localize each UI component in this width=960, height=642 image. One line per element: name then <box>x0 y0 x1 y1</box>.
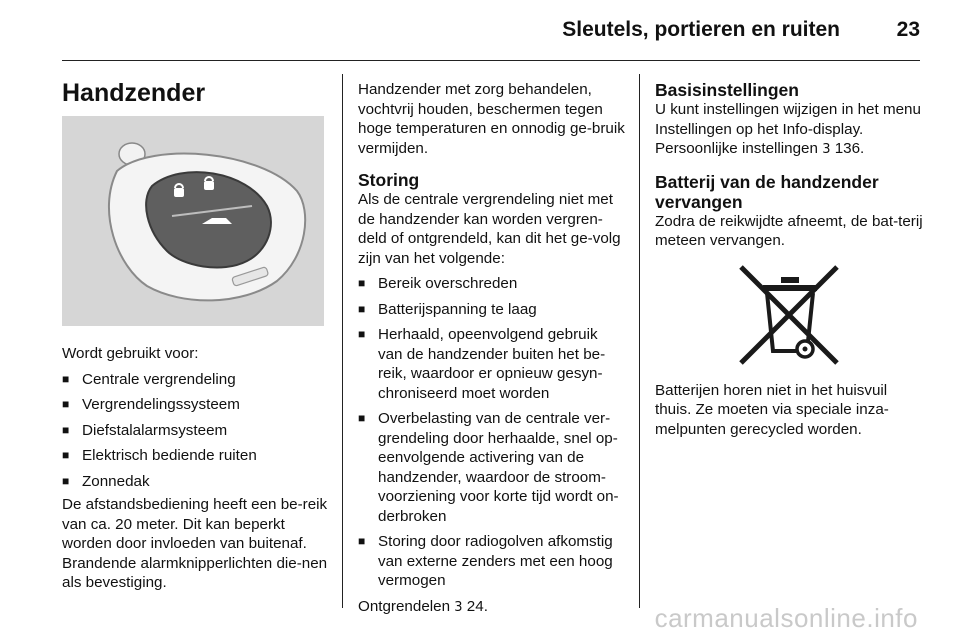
list-item: ■ Centrale vergrendeling <box>62 370 330 390</box>
battery-text: Zodra de reikwijdte afneemt, de bat-terij meteen vervangen. <box>655 212 923 249</box>
remote-key-icon <box>62 116 324 326</box>
crossed-bin-icon <box>737 265 841 365</box>
column-3 <box>655 80 925 439</box>
section-heading-battery: Batterij van de handzender vervangen <box>655 171 879 212</box>
page-header-title: Sleutels, portieren en ruiten <box>562 18 840 41</box>
list-item: ■ Overbelasting van de centrale ver-grendeling door herhaalde, snel op-eenvolgende activering van de handzender, waardoor de stroom-voorziening voor korte tijd wordt on-derbroken <box>358 409 626 526</box>
section-heading-basisinstellingen: Basisinstellingen <box>655 80 799 100</box>
page-number: 23 <box>896 18 920 41</box>
list-item: ■ Batterijspanning te laag <box>358 300 626 320</box>
personal-ref-label: Persoonlijke instellingen <box>655 140 818 157</box>
page-ref-arrow-icon: 3 <box>454 599 463 615</box>
used-for-list <box>62 370 330 492</box>
unlock-ref-label: Ontgrendelen <box>358 597 451 615</box>
list-item: ■ Herhaald, opeenvolgend gebruik van de handzender buiten het be-reik, waardoor er opnieuw gesyn-chroniseerd moet worden <box>358 325 626 403</box>
page-ref-arrow-icon: 3 <box>822 142 831 157</box>
list-item: ■ Storing door radiogolven afkomstig van externe zenders met een hoog vermogen <box>358 532 626 591</box>
column-1 <box>62 74 330 593</box>
list-item: ■ Elektrisch bediende ruiten <box>62 446 330 466</box>
unlock-reference <box>358 597 626 618</box>
personal-settings-reference <box>655 139 925 160</box>
storing-list <box>358 274 626 591</box>
column-2 <box>358 80 626 617</box>
list-item: ■ Bereik overschreden <box>358 274 626 294</box>
section-heading-storing: Storing <box>358 170 420 190</box>
basic-text: U kunt instellingen wijzigen in het menu Instellingen op het Info-display. <box>655 101 921 138</box>
header-rule <box>62 60 920 61</box>
watermark: carmanualsonline.info <box>654 603 918 633</box>
list-item: ■ Vergrendelingssysteem <box>62 395 330 415</box>
column-divider-left <box>342 74 343 608</box>
used-for-text: Wordt gebruikt voor: <box>62 345 199 362</box>
storing-text: Als de centrale vergrendeling niet met de handzender kan worden vergren-deld of ontgrendeld, kan dit het ge-volg zijn van het volgende: <box>358 191 621 267</box>
range-text: De afstandsbediening heeft een be-reik van ca. 20 meter. Dit kan beperkt worden door invloeden van buitenaf. Brandende alarmknipperlichten die-nen als bevestiging. <box>62 496 328 591</box>
list-item: ■ Diefstalalarmsysteem <box>62 421 330 441</box>
section-heading-handzender: Handzender <box>62 79 206 107</box>
column-divider-right <box>639 74 640 608</box>
disposal-text: Batterijen horen niet in het huisvuil thuis. Ze moeten via speciale inza-melpunten gerecycled worden. <box>655 381 889 438</box>
personal-ref-link[interactable]: 136. <box>834 140 865 157</box>
care-text: Handzender met zorg behandelen, vochtvrij houden, beschermen tegen hoge temperaturen en onnodig ge-bruik vermijden. <box>358 81 625 157</box>
list-item: ■ Zonnedak <box>62 472 330 492</box>
unlock-ref-link[interactable]: 24. <box>466 597 488 615</box>
remote-key-image <box>62 116 324 326</box>
